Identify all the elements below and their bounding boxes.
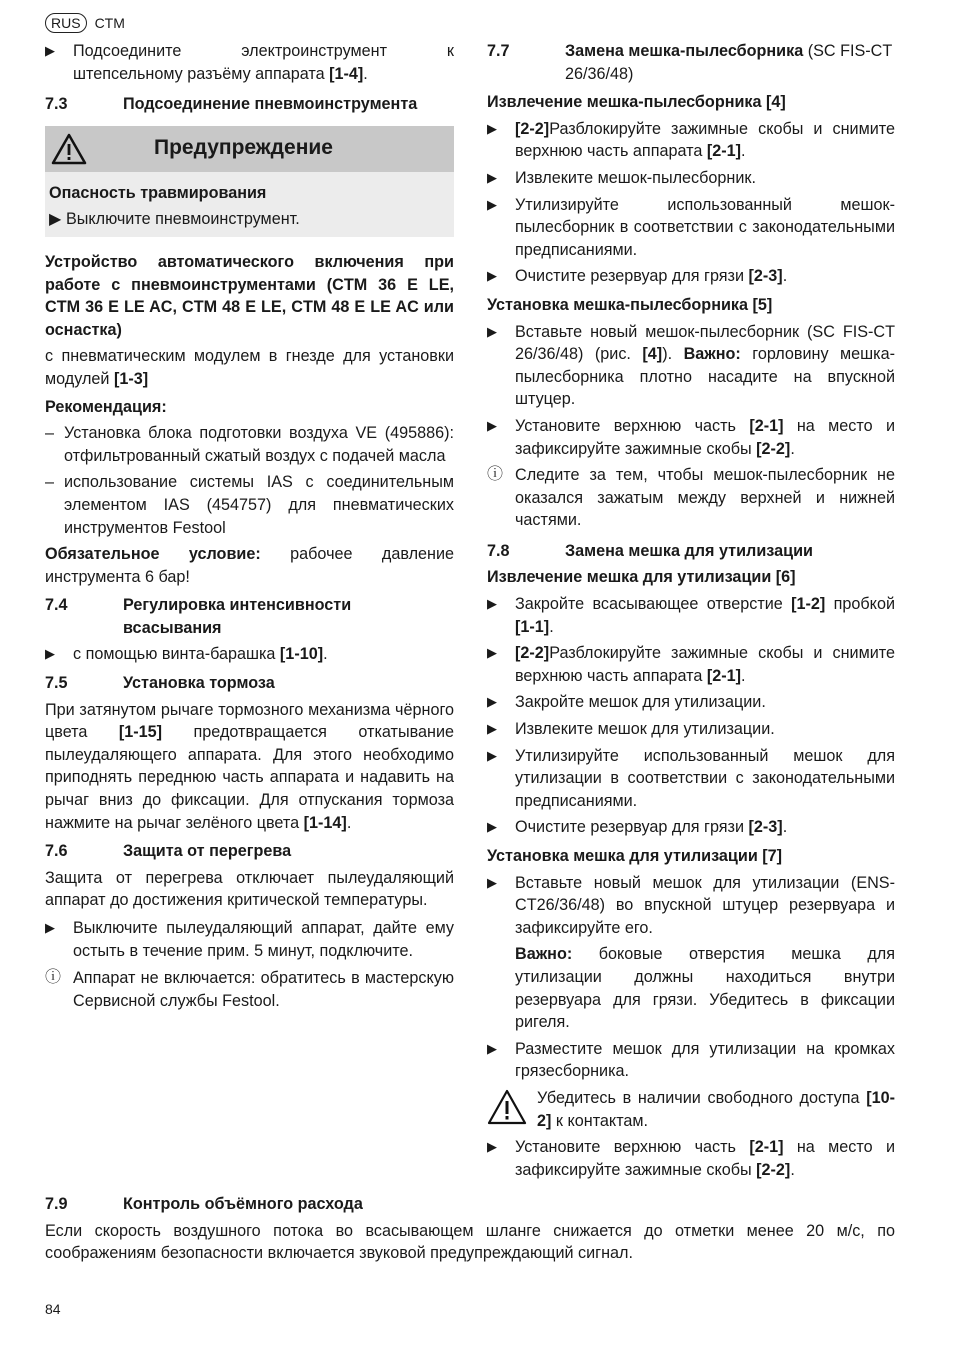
list-item: ▶ Извлеките мешок-пылесборник. <box>487 167 895 190</box>
list-item: ▶ [2-2]Разблокируйте зажимные скобы и снимите верхнюю часть аппарата [2-1]. <box>487 118 895 163</box>
paragraph: При затянутом рычаге тормозного механизма чёрного цвета [1-15] предотвращается откатывание пылеудаляющего аппарата. Для этого необходимо приподнять переднюю часть аппарата и надавить на рычаг вниз до фиксации. Для отпускания тормоза нажмите на рычаг зелёного цвета [1-14]. <box>45 700 455 832</box>
section-heading: 7.7 Замена мешка-пылесборника (SC FIS-CT 26/36/48) <box>487 42 892 83</box>
section-heading: 7.9 Контроль объёмного расхода <box>45 1195 363 1213</box>
list-item: ▶ Очистите резервуар для грязи [2-3]. <box>487 816 895 839</box>
section-heading: 7.8 Замена мешка для утилизации <box>487 541 813 560</box>
list-item: ▶ Установите верхнюю часть [2-1] на место и зафиксируйте зажимные скобы [2-2]. <box>487 415 895 460</box>
bullet-icon: ▶ <box>487 747 497 763</box>
caution-note: Убедитесь в наличии свободного доступа [10-2] к контактам. <box>487 1087 895 1132</box>
bullet-icon: ▶ <box>487 323 497 339</box>
bullet-icon: ▶ <box>487 1139 497 1155</box>
bullet-icon: ▶ <box>487 169 497 185</box>
list-item: ▶ Подсоедините электроинструмент к штепсельному разъёму аппарата [1-4]. <box>45 40 454 85</box>
list-item: ▶ Извлеките мешок для утилизации. <box>487 718 895 741</box>
list-item: ▶ Закройте мешок для утилизации. <box>487 691 895 714</box>
list-item: ▶ Выключите пылеудаляющий аппарат, дайте ему остыть в течение прим. 5 минут, подключите. <box>45 917 454 962</box>
warning-text: ▶ Выключите пневмоинструмент. <box>49 210 300 229</box>
subheading: Установка мешка-пылесборника [5] <box>487 295 773 314</box>
bullet-icon: ▶ <box>487 596 497 612</box>
list-item: ▶ Утилизируйте использованный мешок-пылесборник в соответствии с законодательными предписаниями. <box>487 194 895 262</box>
subheading: Извлечение мешка-пылесборника [4] <box>487 93 786 112</box>
list-item: ▶ Утилизируйте использованный мешок для утилизации в соответствии с законодательными предписаниями. <box>487 745 895 813</box>
right-column <box>487 40 895 1181</box>
warning-triangle-icon <box>487 1087 537 1132</box>
auto-switch-title: Устройство автоматического включения при работе с пневмоинструментами (CTM 36 E LE, CTM 36 E LE AC, CTM 48 E LE, CTM 48 E LE AC или оснастка) <box>45 252 454 339</box>
bullet-icon: ▶ <box>487 819 497 835</box>
section-heading: 7.5 Установка тормоза <box>45 674 275 693</box>
list-item: ▶ Вставьте новый мешок-пылесборник (SC FIS-CT 26/36/48) (рис. [4]). Важно: горловину мешка-пылесборника плотно насадите на впускной штуцер. <box>487 321 895 411</box>
bullet-icon: ▶ <box>487 268 497 284</box>
info-circle-icon: ⓘ <box>45 969 62 987</box>
section-heading: 7.6 Защита от перегрева <box>45 842 292 861</box>
page-number: 84 <box>45 1301 61 1317</box>
left-column <box>45 40 454 1012</box>
bullet-icon: ▶ <box>487 721 497 737</box>
warning-subtitle: Опасность травмирования <box>49 183 267 202</box>
page-header <box>45 12 125 35</box>
bullet-icon: ▶ <box>45 43 55 58</box>
subheading: Извлечение мешка для утилизации [6] <box>487 568 796 587</box>
list-item: ▶ Разместите мешок для утилизации на кромках грязесборника. <box>487 1038 895 1083</box>
list-item: ▶ Очистите резервуар для грязи [2-3]. <box>487 265 895 288</box>
model-label: CTM <box>94 15 125 31</box>
section-heading: 7.4 Регулировка интенсивности всасывания <box>45 596 352 637</box>
info-item: ⓘ Следите за тем, чтобы мешок-пылесборник не оказался зажатым между верхней и нижней частями. <box>487 464 895 532</box>
warning-triangle-icon <box>45 133 93 165</box>
recommendation-label: Рекомендация: <box>45 397 167 416</box>
bullet-icon: ▶ <box>487 874 497 890</box>
bullet-icon: ▶ <box>487 120 497 136</box>
language-badge: RUS <box>45 13 87 33</box>
bullet-icon: ▶ <box>45 646 55 662</box>
section-heading: 7.3 Подсоединение пневмоинструмента <box>45 95 418 114</box>
list-item: ▶ Вставьте новый мешок для утилизации (ENS-CT26/36/48) во впускной штуцер резервуара и зафиксируйте его. <box>487 872 895 940</box>
warning-title: Предупреждение <box>154 136 333 160</box>
info-circle-icon: ⓘ <box>487 466 504 484</box>
list-item: ▶ [2-2]Разблокируйте зажимные скобы и снимите верхнюю часть аппарата [2-1]. <box>487 642 895 687</box>
bottom-section <box>45 1193 895 1265</box>
list-item: – использование системы IAS с соединительным элементом IAS (454757) для пневматических инструментов Festool <box>45 473 454 537</box>
bullet-icon: ▶ <box>487 417 497 433</box>
paragraph: Если скорость воздушного потока во всасывающем шланге снижается до отметки менее 20 м/с, по соображениям безопасности включается звуковой предупреждающий сигнал. <box>45 1221 895 1263</box>
important-note: Важно: боковые отверстия мешка для утилизации должны находиться внутри резервуара для грязи. Убедитесь в фиксации ригеля. <box>515 945 895 1032</box>
list-item: ▶ Закройте всасывающее отверстие [1-2] пробкой [1-1]. <box>487 593 895 638</box>
paragraph: с пневматическим модулем в гнезде для установки модулей [1-3] <box>45 347 454 388</box>
bullet-icon: ▶ <box>487 694 497 710</box>
list-item: – Установка блока подготовки воздуха VE (495886): отфильтрованный сжатый воздух с подачей масла <box>45 424 454 465</box>
bullet-icon: ▶ <box>487 196 497 212</box>
warning-box <box>45 126 454 237</box>
bullet-icon: ▶ <box>487 1040 497 1056</box>
info-item: ⓘ Аппарат не включается: обратитесь в мастерскую Сервисной службы Festool. <box>45 967 454 1012</box>
list-item: ▶ с помощью винта-барашка [1-10]. <box>45 643 454 666</box>
bullet-icon: ▶ <box>45 920 55 935</box>
paragraph: Защита от перегрева отключает пылеудаляющий аппарат до достижения критической температуры. <box>45 868 454 910</box>
subheading: Установка мешка для утилизации [7] <box>487 847 783 865</box>
paragraph: Обязательное условие: рабочее давление инструмента 6 бар! <box>45 545 455 586</box>
list-item: ▶ Установите верхнюю часть [2-1] на место и зафиксируйте зажимные скобы [2-2]. <box>487 1136 895 1181</box>
bullet-icon: ▶ <box>487 645 497 661</box>
